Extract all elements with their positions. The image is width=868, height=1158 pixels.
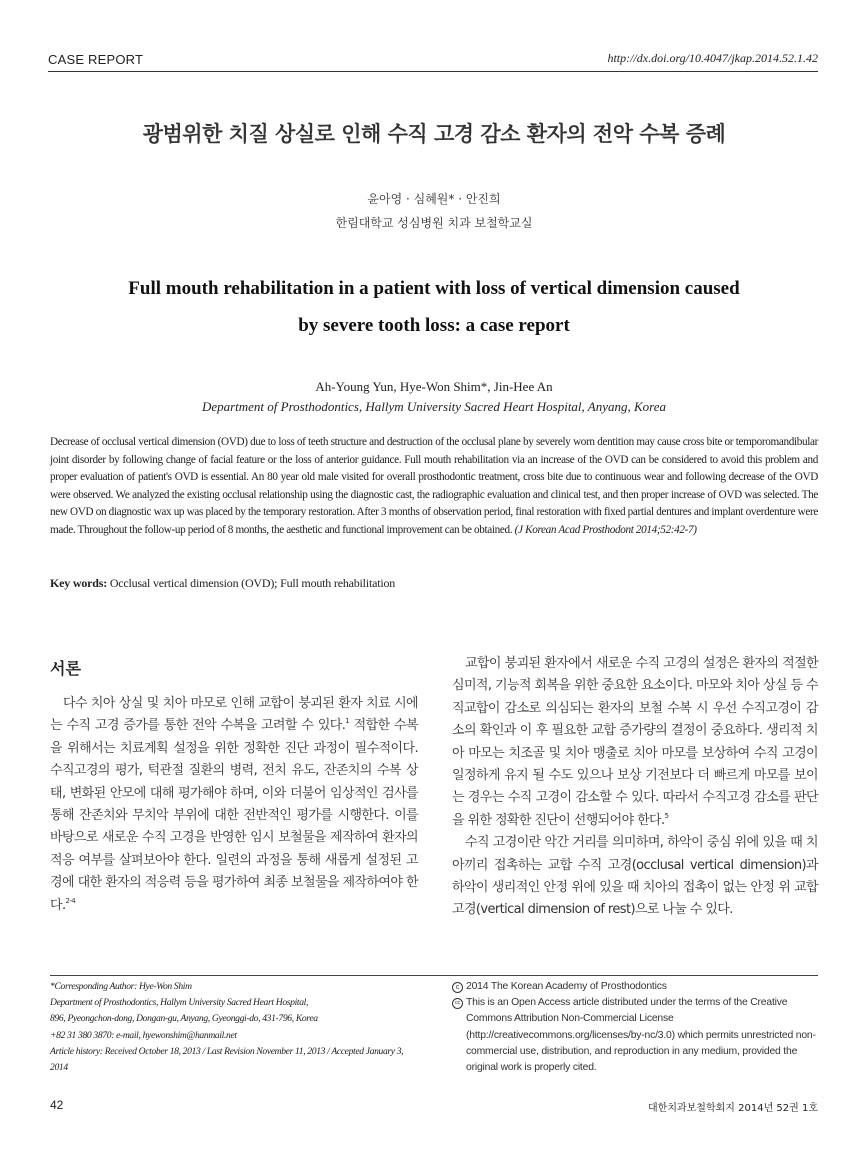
english-affiliation: Department of Prosthodontics, Hallym University Sacred Heart Hospital, Anyang, Korea xyxy=(201,399,667,414)
keywords-label: Key words: xyxy=(50,576,107,590)
author-contact: +82 31 380 3870: e-mail, hyewonshim@hanmail.net xyxy=(50,1029,237,1041)
creative-commons-icon: cc xyxy=(452,998,463,1009)
abstract-text: Decrease of occlusal vertical dimension (OVD) due to loss of teeth structure and destruction of the occlusal plane by severely worn dentition may cause cross bite or temporomandibular joint disorder by following change of facial feature or the loss of anterior guidance. Full mouth rehabilitation via an increase of the OVD can be considered to avoid this problem and proper evaluation of patient's OVD is essential. An 80 year old male visited for overall prosthodontic treatment, cross bite due to continuous wear and following decrease of the OVD were observed. We analyzed the existing occlusal relationship using the diagnostic cast, the radiographic evaluation and clinical test, and then proper increase of OVD was selected. The new OVD on diagnostic wax up was placed by the temporary restoration. After 3 months of observation period, final restoration with fixed partial dentures and implant overdenture were made. Throughout the follow-up period of 8 months, the aesthetic and functional improvement can be obtained. xyxy=(50,436,818,536)
header-divider xyxy=(48,71,818,72)
license-block xyxy=(452,979,818,1076)
body-paragraph xyxy=(50,693,418,917)
author-address: 896, Pyeongchon-dong, Dongan-gu, Anyang, Gyeonggi-do, 431-796, Korea xyxy=(50,1013,318,1025)
running-header xyxy=(48,48,818,72)
page-number: 42 xyxy=(50,1098,64,1112)
body-column-left xyxy=(50,693,418,917)
open-access-line xyxy=(452,995,818,1076)
keywords xyxy=(50,576,818,591)
section-heading-introduction: 서론 xyxy=(50,659,81,678)
section-label: CASE REPORT xyxy=(48,52,144,67)
english-authors: Ah-Young Yun, Hye-Won Shim*, Jin-Hee An xyxy=(315,379,553,394)
paragraph-text: 적합한 수복을 위해서는 치료계획 설정을 위한 정확한 진단 과정이 필수적이다. 수직고경의 평가, 턱관절 질환의 병력, 전치 유도, 잔존치의 수복 상태, 변화된 안모에 대해 평가해야 하며, 이와 더불어 임상적인 검사를 통해 잔존치와 무치악 부위에 대한 전반적인 평가를 시행한다. 이를 바탕으로 새로운 수직 고경을 반영한 임시 보철물을 제작하여 환자의 적응 여부를 살펴보아야 한다. 일련의 과정을 통해 새롭게 설정된 고경에 대한 환자의 적응력 등을 평가하여 최종 보철물을 제작하여야 한다. xyxy=(50,718,418,913)
author-department: Department of Prosthodontics, Hallym University Sacred Heart Hospital, xyxy=(50,997,309,1009)
corresponding-author-footnote xyxy=(50,979,422,1076)
abstract xyxy=(50,434,818,540)
reference-marker[interactable]: 2-4 xyxy=(65,896,76,905)
copyright-icon: c xyxy=(452,982,463,993)
abstract-citation: (J Korean Acad Prosthodont 2014;52:42-7) xyxy=(514,523,697,536)
paragraph-text: 교합이 붕괴된 환자에서 새로운 수직 고경의 설정은 환자의 적절한 심미적, 기능적 회복을 위한 중요한 요소이다. 마모와 치아 상실 등 수직교합이 감소로 의심되는 환자의 보철 수복 시 우선 수직고경이 감소의 확인과 이 후 필요한 교합 증가량의 결정이 중요하다. 생리적 치아 마모는 치조골 및 치아 맹출로 치아 마모를 보상하여 수직 고경이 일정하게 유지 될 수도 있으나 보상 기전보다 더 빠르게 마모를 보이는 경우는 수직 고경이 감소할 수 있다. 따라서 수직고경 감소를 판단을 위한 정확한 진단이 선행되어야 한다. xyxy=(452,656,818,828)
paragraph-text: 수직 고경이란 악간 거리를 의미하며, 하악이 중심 위에 있을 때 치아끼리 접촉하는 교합 수직 고경(occlusal vertical dimension)과 하악이 생리적인 안정 위에 있을 때 치아의 접촉이 없는 안정 위 교합 고경(vertical dimension of rest)으로 나눌 수 있다. xyxy=(452,835,818,918)
reference-marker[interactable]: 5 xyxy=(664,811,669,820)
journal-footer: 대한치과보철학회지 2014년 52권 1호 xyxy=(648,1103,818,1114)
footnote-divider xyxy=(50,975,818,976)
corresponding-author: *Corresponding Author: Hye-Won Shim xyxy=(50,981,192,992)
copyright-text: 2014 The Korean Academy of Prosthodontics xyxy=(466,981,667,992)
body-paragraph xyxy=(452,832,818,922)
body-column-right xyxy=(452,653,818,922)
doi-link[interactable]: http://dx.doi.org/10.4047/jkap.2014.52.1.42 xyxy=(607,51,818,65)
keywords-text: Occlusal vertical dimension (OVD); Full mouth rehabilitation xyxy=(109,576,396,590)
body-paragraph xyxy=(452,653,818,832)
english-title-line1: Full mouth rehabilitation in a patient with loss of vertical dimension caused xyxy=(128,278,740,299)
korean-affiliation: 한림대학교 성심병원 치과 보철학교실 xyxy=(335,216,533,230)
article-history: Article history: Received October 18, 2013 / Last Revision November 11, 2013 / Accepted January 3, 2014 xyxy=(50,1045,404,1074)
reference-marker[interactable]: 1 xyxy=(345,717,350,726)
copyright-line xyxy=(452,979,818,995)
korean-title: 광범위한 치질 상실로 인해 수직 고경 감소 환자의 전악 수복 증례 xyxy=(142,122,726,146)
korean-authors: 윤아영 · 심혜원* · 안진희 xyxy=(367,192,501,206)
english-title-line2: by severe tooth loss: a case report xyxy=(298,315,570,336)
paragraph-text: 다수 치아 상실 및 치아 마모로 인해 교합이 붕괴된 환자 치료 시에는 수직 고경 증가를 통한 전악 수복을 고려할 수 있다. xyxy=(50,696,418,734)
license-text: This is an Open Access article distributed under the terms of the Creative Commons Attribution Non-Commercial License (http://creativecommons.org/licenses/by-nc/3.0) which permits unrestricted non-commercial use, distribution, and reproduction in any medium, provided the original work is properly cited. xyxy=(466,997,816,1074)
